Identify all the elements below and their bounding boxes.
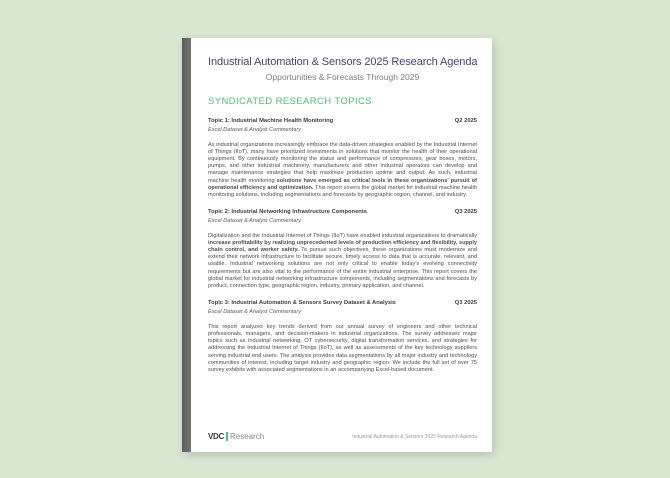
logo-vdc-text: VDC [208, 432, 224, 441]
topic-heading: Topic 3: Industrial Automation & Sensors Survey Dataset & Analysis [208, 300, 396, 307]
topic-heading: Topic 2: Industrial Networking Infrastructure Components [208, 209, 367, 216]
topic-subheading: Excel Dataset & Analyst Commentary [208, 217, 302, 224]
topic-paragraph: As industrial organizations increasingly embrace the data-driven strategies enabled by the Industrial Internet of Things (IIoT), many have prioritized investments in solutions that monitor the health of their operational equipment. By continuously monitoring the status and performance of compressors, gear boxes, motors, pumps, and other industrial machinery, manufacturers and other industrial operators can develop and manage maintenance strategies that help maximize production uptime and output. As such, industrial machine health monitoring solutions have emerged as critical tools in these organizations' pursuit of operational efficiency and optimization. This report covers the global market for industrial machine health monitoring solutions, including segmentations and forecasts by geographic region, channel, and industry. [208, 141, 477, 198]
logo-research-text: Research [230, 432, 265, 441]
topic-paragraph: This report analyzes key trends derived from our annual survey of engineers and other technical professionals, managers, and decision-makers in industrial organizations. The survey addresses major topics such as industrial networking, OT cybersecurity, digital transformation services, and strategies for addressing the Industrial Internet of Things (IIoT), as well as assessments of the key technology suppliers serving industrial end users. The analysis provides data segmentations by all major industry and technology communities of interest, including target industry and geographic region. We include the full set of over 75 survey exhibits with associated segmentations in an accompanying Excel-based document. [208, 323, 477, 373]
page-content [182, 38, 492, 384]
topic-paragraph: Digitalization and the Industrial Internet of Things (IIoT) have enabled industrial organizations to dramatically increase profitability by realizing unprecedented levels of production efficiency and flexibility, supply chain control, and worker safety. To pursue such objectives, these organizations must modernize and extend their network infrastructure to facilitate secure, timely access to data that is accurate, relevant, and usable. Industrial networking solutions are not only critical to enable today's evolving connectivity requirements but are also vital to the performance of the entire industrial enterprise. This report covers the global market for industrial networking infrastructure components, including segmentations and forecasts by product, connection type, geographic region, industry, primary application, and channel. [208, 232, 477, 290]
topic-date: Q3 2025 [454, 209, 477, 216]
logo-accent-bar [226, 432, 228, 441]
topic-header-row [208, 209, 477, 217]
topics-list [208, 118, 477, 374]
topic-date: Q2 2025 [454, 118, 477, 124]
topic-section [208, 118, 477, 199]
topic-subheading: Excel Dataset & Analyst Commentary [208, 126, 302, 133]
document-page [182, 38, 492, 452]
section-heading: SYNDICATED RESEARCH TOPICS [208, 96, 373, 107]
topic-date: Q3 2025 [454, 300, 477, 307]
document-subtitle: Opportunities & Forecasts Through 2029 [265, 72, 420, 82]
topic-header-row [208, 118, 477, 126]
topic-section [208, 300, 477, 374]
document-title: Industrial Automation & Sensors 2025 Research Agenda [208, 56, 478, 68]
page-footer [208, 432, 477, 441]
topic-header-row [208, 300, 477, 308]
topic-heading: Topic 1: Industrial Machine Health Monitoring [208, 118, 334, 124]
footer-document-name: Industrial Automation & Sensors 2025 Research Agenda [352, 433, 477, 440]
topic-section [208, 209, 477, 290]
vdc-research-logo [208, 432, 264, 441]
topic-subheading: Excel Dataset & Analyst Commentary [208, 308, 302, 315]
